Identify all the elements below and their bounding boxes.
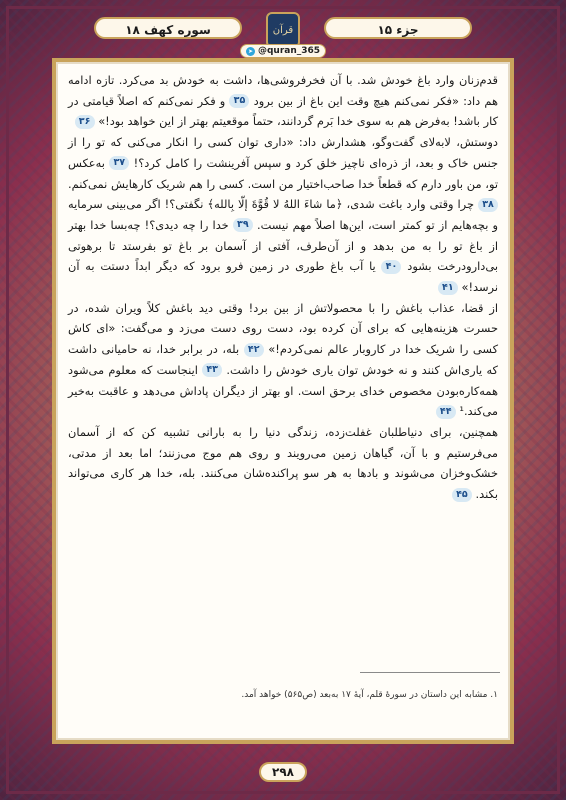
ayah-number-badge: ۳۶ [75,115,95,129]
paragraph-text: بله، در برابر خدا، نه حامیانی داشت که یاری‌اش کنند و نه خودش توان یاری خودش را داشت. [68,342,498,377]
ayah-number-badge: ۴۰ [381,260,401,274]
ayah-number-badge: ۳۷ [109,156,129,170]
ayah-number-badge: ۴۴ [436,405,456,419]
paragraph [68,298,498,422]
surah-label: سوره کهف ۱۸ [94,17,242,39]
logo-text: قرآن [272,24,294,36]
paragraph [68,132,498,298]
paragraph-text: از قضا، عذاب باغش را با محصولاتش از بین برد! وقتی دید باغش کلاً ویران شده، در حسرت هزینه‌هایی که برای آن کرده بود، دست روی دست می‌زد و می‌گفت: «ای کاش کسی را شریک خدا در کاروبار عالم نمی‌کردم!» [68,300,498,357]
footnote: ۱. مشابه این داستان در سورهٔ قلم، آیهٔ ۱۷ به‌بعد (ص۵۶۵) خواهد آمد. [241,690,498,700]
instagram-handle[interactable] [240,44,326,58]
paragraph-text: اینجاست که معلوم می‌شود همه‌کاره‌بودن مخصوص خدای برحق است. او بهتر از دیگران پاداش می‌دهد و عاقبت به‌خیر می‌کند.¹ [68,362,498,419]
ayah-number-badge: ۴۲ [244,343,264,357]
page-number: ۲۹۸ [259,762,307,782]
paragraph-text: همچنین، برای دنیاطلبان غفلت‌زده، زندگی دنیا را به بارانی تشبیه کن که از آسمان می‌فرستیم و با آن، گیاهان زمین می‌رویند و روی هم موج می‌زنند؛ اما بعد از مدتی، خشک‌وخزان می‌شوند و بادها به هر سو پراکنده‌شان می‌کنند. بله، خدا هر کاری می‌تواند بکند. [68,424,498,502]
paragraph-text: قدم‌زنان وارد باغ خودش شد. با آن فخرفروشی‌ها، داشت به خودش بد می‌کرد. تازه ادامه هم داد: «فکر نمی‌کنم هیچ وقت این باغ از بین برود [68,73,498,108]
paragraph-text: و فکر نمی‌کنم که اصلاً قیامتی در کار باشد! به‌فرض هم به سوی خدا بَرم گردانند، حتماً موقعیتم بهتر از این خواهد بود!» [68,93,498,129]
footnote-divider [360,672,500,673]
translation-body [68,70,498,505]
ayah-number-badge: ۴۱ [438,281,458,295]
paragraph-text: دوستش، لابه‌لای گفت‌وگو، هشدارش داد: «داری توان کسی را انکار می‌کنی که تو را از جنس خاک و بعد، از ذره‌ای ناچیز خلق کرد و سپس آفرینشت را کامل کرد؟! [68,135,498,170]
instagram-handle-text: @quran_365 [257,46,321,56]
ayah-number-badge: ۳۸ [478,198,498,212]
ayah-number-badge: ۳۹ [233,218,253,232]
ayah-number-badge: ۳۵ [229,94,249,108]
paragraph [68,70,498,132]
paragraph-text: یا آب باغ طوری در زمین فرو برود که دیگر ابداً دستت به آن نرسد!» [68,259,498,295]
telegram-icon: ➤ [247,47,253,55]
paragraph-text: چرا وقتی وارد باغت شدی، ﴿ما شاءَ اللهُ لا قُوَّةَ إلّا بِالله﴾ نگفتی؟! اگر می‌بینی سرمایه و بچه‌هایم از تو کمتر است، این‌ها اصلاً مهم نیست. [68,197,498,232]
paragraph-text: خدا را چه دیدی؟! چه‌بسا خدا بهتر از باغ تو را به من بدهد و از آن‌طرف، آفتی از آسمان بر باغ تو بفرستد تا برهوتی بی‌دارودرخت بشود [68,217,499,274]
ayah-number-badge: ۴۳ [202,363,222,377]
ayah-number-badge: ۴۵ [452,488,472,502]
paragraph-text: به‌عکس تو، من باور دارم که قطعاً خدا صاحب‌اختیار من است. کسی را هم شریک کارهایش نمی‌کنم. [68,155,498,191]
juz-label: جزء ۱۵ [324,17,472,39]
paragraph [68,422,498,505]
quran-logo-icon [266,12,300,48]
